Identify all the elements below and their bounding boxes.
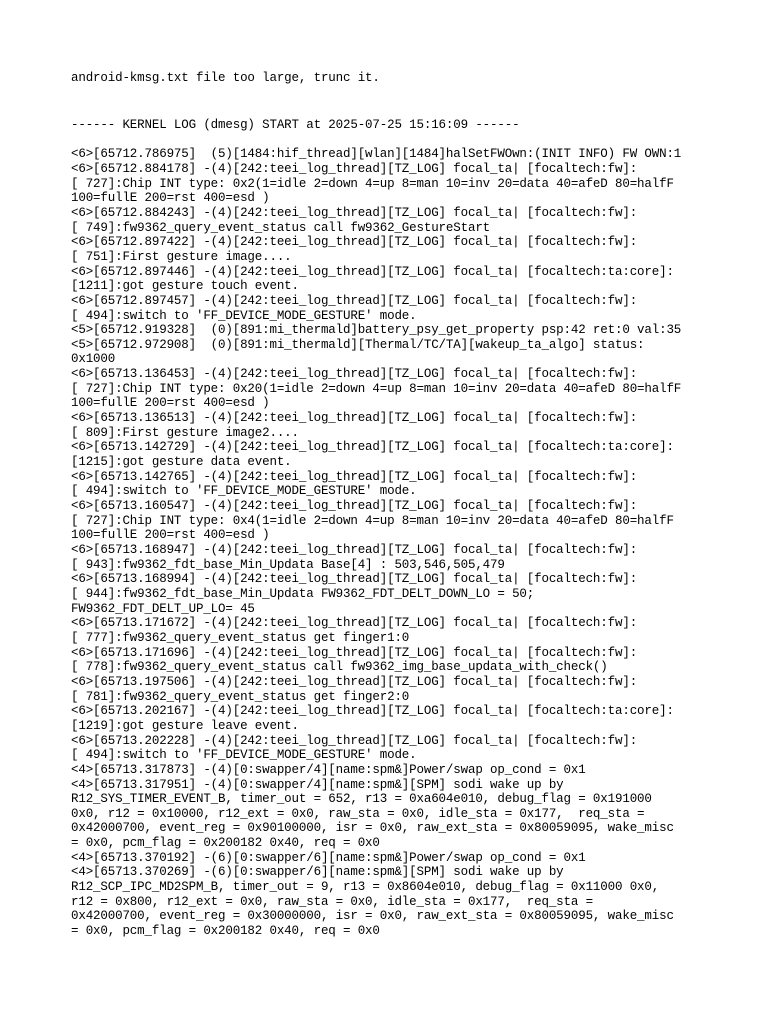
log-line: <5>[65712.919328] (0)[891:mi_thermald]battery_psy_get_property psp:42 ret:0 val:35 <box>71 323 682 338</box>
log-line: [ 777]:fw9362_query_event_status get finger1:0 <box>71 630 410 645</box>
log-line: [ 494]:switch to 'FF_DEVICE_MODE_GESTURE' mode. <box>71 308 417 323</box>
log-line: <6>[65712.884243] -(4)[242:teei_log_thread][TZ_LOG] focal_ta| [focaltech:fw]: <box>71 205 638 220</box>
log-line: [ 943]:fw9362_fdt_base_Min_Updata Base[4] : 503,546,505,479 <box>71 557 505 572</box>
log-line: 100=fullE 200=rst 400=esd ) <box>71 528 270 543</box>
trunc-notice: android-kmsg.txt file too large, trunc it. <box>71 71 380 85</box>
log-line: [ 751]:First gesture image.... <box>71 249 292 264</box>
log-lines <box>71 147 711 938</box>
log-line: [ 809]:First gesture image2.... <box>71 425 299 440</box>
log-line: <6>[65712.897457] -(4)[242:teei_log_thread][TZ_LOG] focal_ta| [focaltech:fw]: <box>71 293 638 308</box>
log-line: <6>[65713.171696] -(4)[242:teei_log_thread][TZ_LOG] focal_ta| [focaltech:fw]: <box>71 645 638 660</box>
log-line: = 0x0, pcm_flag = 0x200182 0x40, req = 0x0 <box>71 836 380 851</box>
log-line: <6>[65713.202167] -(4)[242:teei_log_thread][TZ_LOG] focal_ta| [focaltech:ta:core]: <box>71 704 674 719</box>
log-line: [1219]:got gesture leave event. <box>71 718 299 733</box>
log-line: <6>[65713.168947] -(4)[242:teei_log_thread][TZ_LOG] focal_ta| [focaltech:fw]: <box>71 543 638 557</box>
log-line: r12 = 0x800, r12_ext = 0x0, raw_sta = 0x0, idle_sta = 0x177, req_sta = <box>71 894 593 909</box>
log-line: <6>[65712.897422] -(4)[242:teei_log_thread][TZ_LOG] focal_ta| [focaltech:fw]: <box>71 235 638 250</box>
log-line: <6>[65713.142729] -(4)[242:teei_log_thread][TZ_LOG] focal_ta| [focaltech:ta:core]: <box>71 440 674 455</box>
log-line: [1211]:got gesture touch event. <box>71 279 299 294</box>
log-line: [ 781]:fw9362_query_event_status get finger2:0 <box>71 689 410 704</box>
log-line: [ 727]:Chip INT type: 0x20(1=idle 2=down 4=up 8=man 10=inv 20=data 40=afeD 80=halfF <box>71 381 682 396</box>
log-line: 0x42000700, event_reg = 0x90100000, isr = 0x0, raw_ext_sta = 0x80059095, wake_misc <box>71 821 674 836</box>
log-line: <6>[65713.136453] -(4)[242:teei_log_thread][TZ_LOG] focal_ta| [focaltech:fw]: <box>71 367 638 382</box>
log-line: 0x1000 <box>71 352 116 367</box>
log-line: [ 778]:fw9362_query_event_status call fw9362_img_base_updata_with_check() <box>71 660 608 675</box>
log-line: [ 944]:fw9362_fdt_base_Min_Updata FW9362_FDT_DELT_DOWN_LO = 50; <box>71 586 535 601</box>
log-line: [ 494]:switch to 'FF_DEVICE_MODE_GESTURE' mode. <box>71 748 417 763</box>
log-line: R12_SCP_IPC_MD2SPM_B, timer_out = 9, r13 = 0x8604e010, debug_flag = 0x11000 0x0, <box>71 880 660 895</box>
log-line: [ 727]:Chip INT type: 0x4(1=idle 2=down 4=up 8=man 10=inv 20=data 40=afeD 80=halfF <box>71 513 674 528</box>
log-line: <4>[65713.317951] -(4)[0:swapper/4][name:spm&][SPM] sodi wake up by <box>71 777 564 792</box>
log-line: <6>[65712.786975] (5)[1484:hif_thread][wlan][1484]halSetFWOwn:(INIT INFO) FW OWN:1 <box>71 147 682 162</box>
log-line: 100=fullE 200=rst 400=esd ) <box>71 191 270 206</box>
log-line: <6>[65713.171672] -(4)[242:teei_log_thread][TZ_LOG] focal_ta| [focaltech:fw]: <box>71 616 638 631</box>
log-line: R12_SYS_TIMER_EVENT_B, timer_out = 652, r13 = 0xa604e010, debug_flag = 0x191000 <box>71 792 652 807</box>
log-line: [ 749]:fw9362_query_event_status call fw9362_GestureStart <box>71 220 491 235</box>
log-line: <4>[65713.370269] -(6)[0:swapper/6][name:spm&][SPM] sodi wake up by <box>71 865 564 880</box>
log-line: <6>[65713.202228] -(4)[242:teei_log_thread][TZ_LOG] focal_ta| [focaltech:fw]: <box>71 733 638 748</box>
log-line: FW9362_FDT_DELT_UP_LO= 45 <box>71 601 255 616</box>
spacer <box>71 86 711 115</box>
log-line: <5>[65712.972908] (0)[891:mi_thermald][Thermal/TC/TA][wakeup_ta_algo] status: <box>71 337 645 352</box>
log-line: <6>[65713.136513] -(4)[242:teei_log_thread][TZ_LOG] focal_ta| [focaltech:fw]: <box>71 411 638 426</box>
spacer <box>71 133 711 148</box>
log-line: 0x42000700, event_reg = 0x30000000, isr = 0x0, raw_ext_sta = 0x80059095, wake_misc <box>71 909 674 924</box>
log-line: [ 494]:switch to 'FF_DEVICE_MODE_GESTURE' mode. <box>71 484 417 499</box>
log-line: [ 727]:Chip INT type: 0x2(1=idle 2=down 4=up 8=man 10=inv 20=data 40=afeD 80=halfF <box>71 176 674 191</box>
log-line: <6>[65712.897446] -(4)[242:teei_log_thread][TZ_LOG] focal_ta| [focaltech:ta:core]: <box>71 264 674 279</box>
log-line: <6>[65713.142765] -(4)[242:teei_log_thread][TZ_LOG] focal_ta| [focaltech:fw]: <box>71 469 638 484</box>
log-line: <4>[65713.317873] -(4)[0:swapper/4][name:spm&]Power/swap op_cond = 0x1 <box>71 762 586 777</box>
log-line: [1215]:got gesture data event. <box>71 455 292 470</box>
log-line: <6>[65713.197506] -(4)[242:teei_log_thread][TZ_LOG] focal_ta| [focaltech:fw]: <box>71 674 638 689</box>
log-line: 0x0, r12 = 0x10000, r12_ext = 0x0, raw_sta = 0x0, idle_sta = 0x177, req_sta = <box>71 806 645 821</box>
log-document <box>71 71 711 939</box>
log-line: <6>[65713.160547] -(4)[242:teei_log_thread][TZ_LOG] focal_ta| [focaltech:fw]: <box>71 499 638 514</box>
log-line: <4>[65713.370192] -(6)[0:swapper/6][name:spm&]Power/swap op_cond = 0x1 <box>71 850 586 865</box>
kernel-log-start-header: ------ KERNEL LOG (dmesg) START at 2025-07-25 15:16:09 ------ <box>71 117 520 132</box>
log-line: = 0x0, pcm_flag = 0x200182 0x40, req = 0x0 <box>71 924 380 939</box>
log-line: 100=fullE 200=rst 400=esd ) <box>71 396 270 411</box>
log-line: <6>[65712.884178] -(4)[242:teei_log_thread][TZ_LOG] focal_ta| [focaltech:fw]: <box>71 161 638 176</box>
log-line: <6>[65713.168994] -(4)[242:teei_log_thread][TZ_LOG] focal_ta| [focaltech:fw]: <box>71 572 638 587</box>
